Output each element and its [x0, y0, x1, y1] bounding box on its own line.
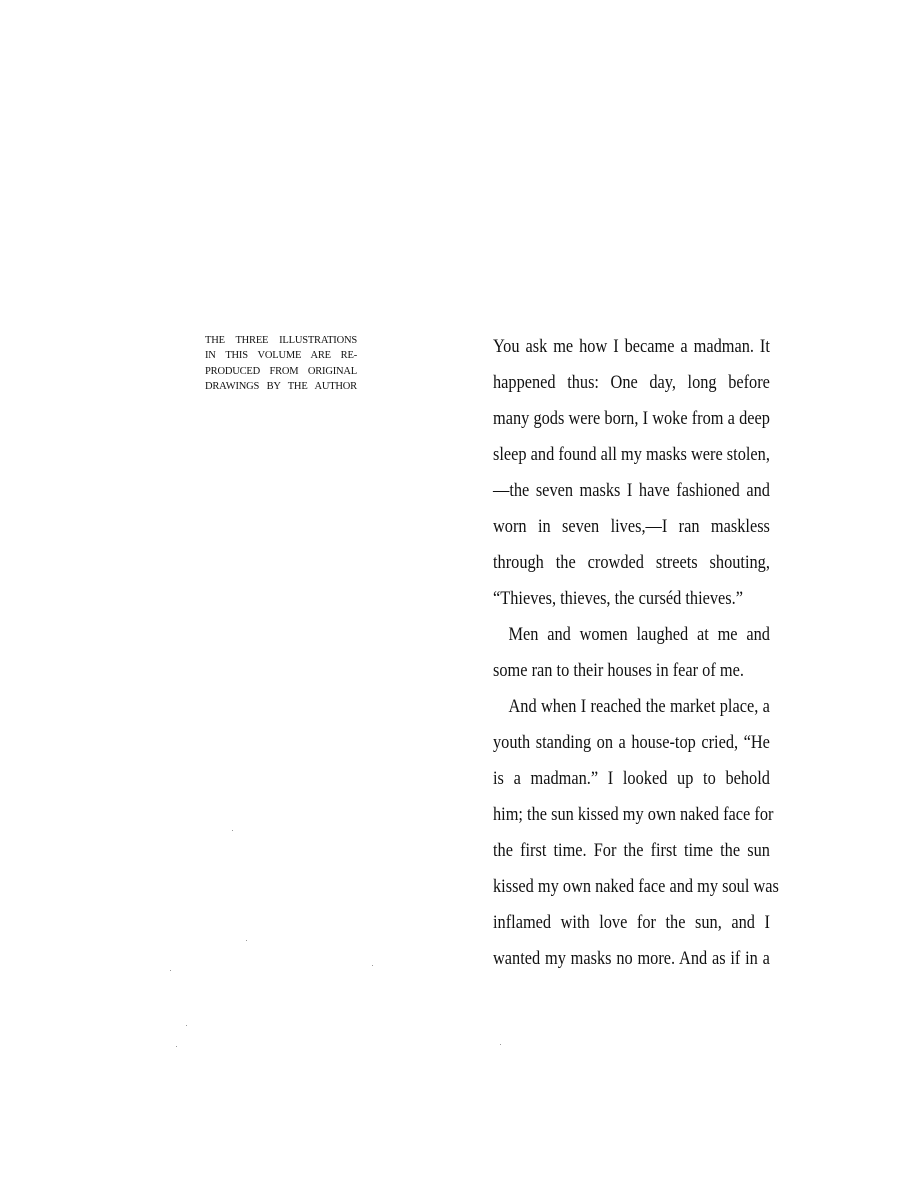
text-line: worn in seven lives,—I ran maskless	[493, 516, 770, 537]
text-line: kissed my own naked face and my soul was	[493, 876, 779, 897]
illustrations-note-line: IN THIS VOLUME ARE RE-	[205, 350, 357, 362]
text-line: him; the sun kissed my own naked face for	[493, 804, 774, 825]
text-line: sleep and found all my masks were stolen,	[493, 444, 770, 465]
illustrations-note-line: DRAWINGS BY THE AUTHOR	[205, 380, 357, 392]
scan-speck	[246, 940, 247, 941]
text-line: youth standing on a house-top cried, “He	[493, 732, 770, 753]
scan-speck	[170, 970, 171, 971]
scan-speck	[232, 830, 233, 831]
scan-speck	[372, 965, 373, 966]
text-line: Men and women laughed at me and	[508, 624, 770, 645]
text-line: wanted my masks no more. And as if in a	[493, 948, 770, 969]
scan-speck	[176, 1046, 177, 1047]
text-line: inflamed with love for the sun, and I	[493, 912, 770, 933]
illustrations-note-line: THE THREE ILLUSTRATIONS	[205, 335, 357, 346]
text-line: many gods were born, I woke from a deep	[493, 408, 770, 429]
text-line: some ran to their houses in fear of me.	[493, 660, 744, 681]
illustrations-note	[205, 333, 357, 394]
text-line: And when I reached the market place, a	[508, 696, 770, 717]
story-text	[493, 329, 779, 977]
text-line: —the seven masks I have fashioned and	[493, 480, 770, 501]
text-line: You ask me how I became a madman. It	[493, 336, 770, 357]
illustrations-note-line: PRODUCED FROM ORIGINAL	[205, 365, 357, 377]
text-line: the first time. For the first time the sun	[493, 840, 770, 861]
scan-speck	[186, 1025, 187, 1026]
text-line: is a madman.” I looked up to behold	[493, 768, 770, 789]
scan-speck	[500, 1044, 501, 1045]
text-line: “Thieves, thieves, the curséd thieves.”	[493, 588, 744, 609]
text-line: through the crowded streets shouting,	[493, 552, 770, 573]
text-line: happened thus: One day, long before	[493, 372, 770, 393]
